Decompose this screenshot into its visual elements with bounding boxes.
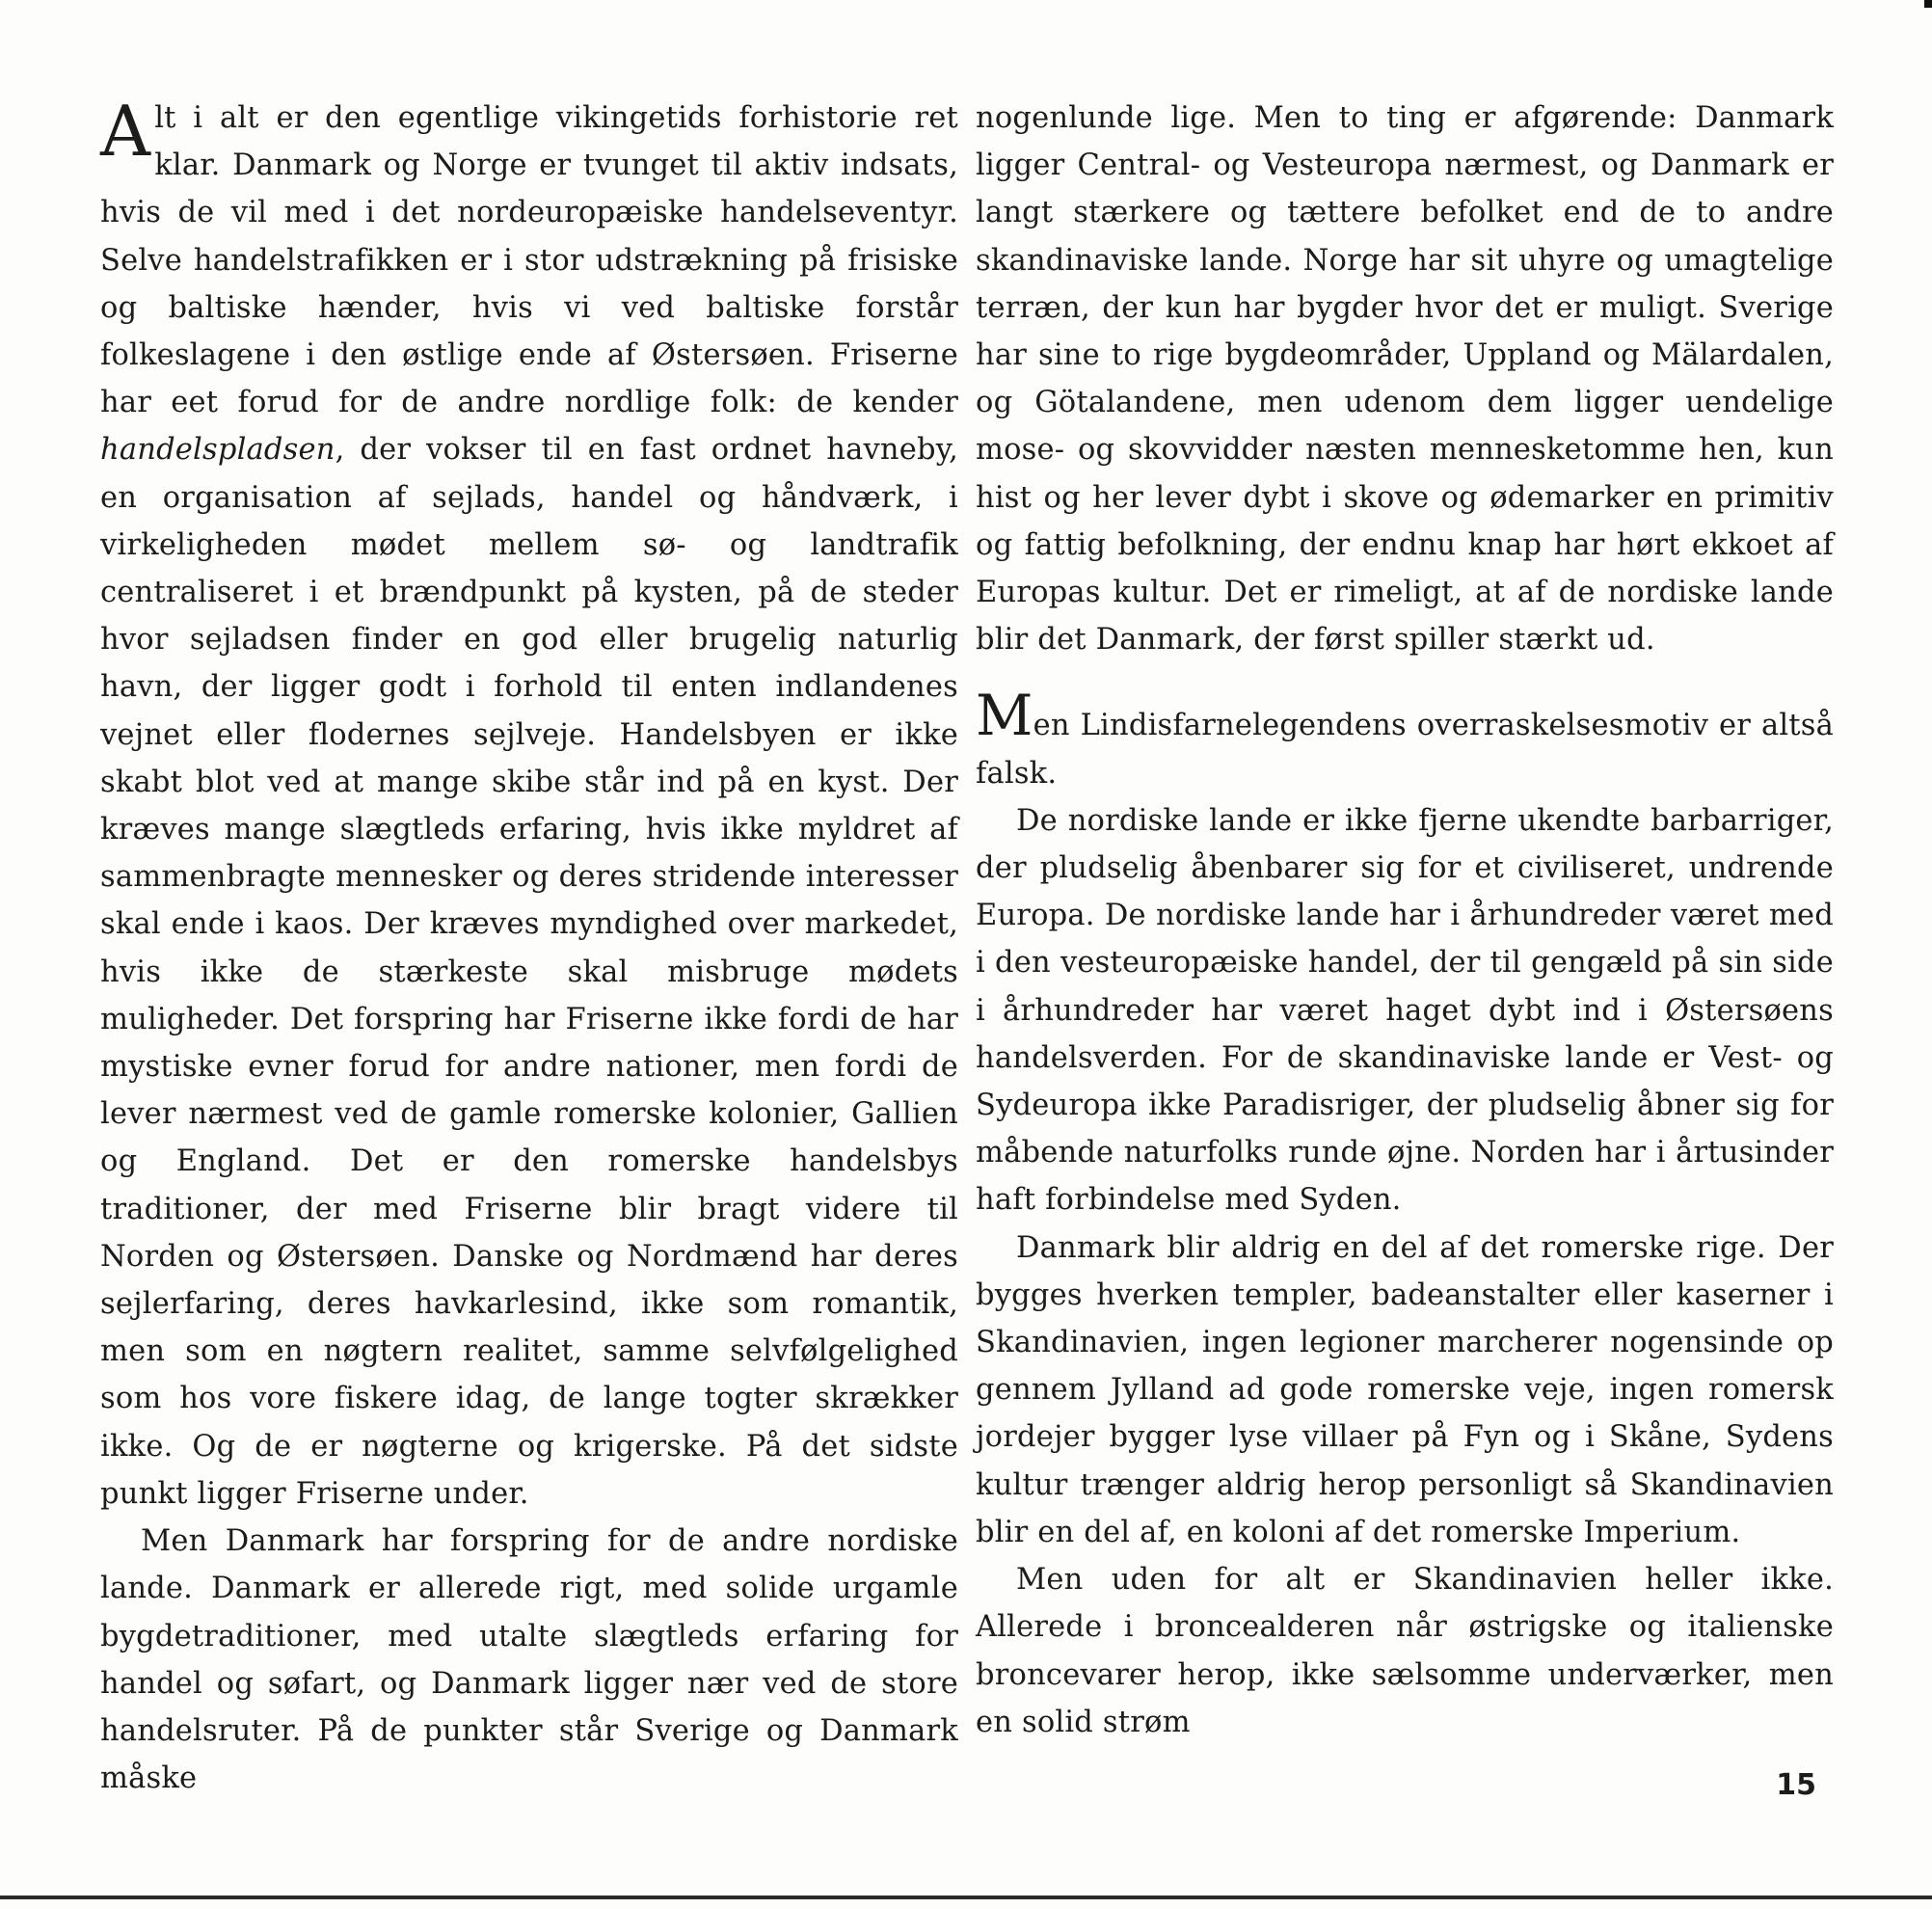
paragraph-right-2 bbox=[976, 683, 1834, 796]
paragraph-left-1 bbox=[100, 91, 958, 1518]
paragraph-right-1: nogenlunde lige. Men to ting er afgørende: Danmark ligger Central- og Vesteuropa nærmest, og Danmark er langt stærkere og tættere befolket end de to andre skandinaviske lande. Norge har sit uhyre og umagtelige terræn, der kun har bygder hvor det er muligt. Sverige har sine to rige bygdeområder, Uppland og Mälardalen, og Götalandene, men udenom dem ligger uendelige mose- og skovvidder næsten mennesketomme hen, kun hist og her lever dybt i skove og ødemarker en primitiv og fattig befolkning, der endnu knap har hørt ekkoet af Europas kultur. Det er rimeligt, at af de nordiske lande blir det Danmark, der først spiller stærkt ud. bbox=[976, 101, 1834, 658]
paragraph-left-1-text-a: lt i alt er den egentlige vikingetids forhistorie ret klar. Danmark og Norge er tvunget til aktiv indsats, hvis de vil med i det nordeuropæiske handelseventyr. Selve handelstrafikken er i stor udstrækning på frisiske og baltiske hænder, hvis vi ved baltiske forstår folkeslagene i den østlige ende af Østersøen. Friserne har eet forud for de andre nordlige folk: de kender bbox=[100, 101, 958, 420]
dropcap-a: A bbox=[100, 91, 151, 172]
paragraph-right-5: Men uden for alt er Skandinavien heller ikke. Allerede i broncealderen når østrigske og italienske broncevarer herop, ikke sælsomme underværker, men en solid strøm bbox=[976, 1563, 1834, 1739]
paragraph-left-2: Men Danmark har forspring for de andre nordiske lande. Danmark er allerede rigt, med solide urgamle bygdetraditioner, med utalte slægtleds erfaring for handel og søfart, og Danmark ligger nær ved de store handelsruter. På de punkter står Sverige og Danmark måske bbox=[100, 1524, 958, 1796]
paragraph-right-4: Danmark blir aldrig en del af det romerske rige. Der bygges hverken templer, badeanstalter eller kaserner i Skandinavien, ingen legioner marcherer nogensinde op gennem Jylland ad gode romerske veje, ingen romersk jordejer bygger lyse villaer på Fyn og i Skåne, Sydens kultur trænger aldrig herop personligt så Skandinavien blir en del af, en koloni af det romerske Imperium. bbox=[976, 1230, 1834, 1549]
paragraph-right-2-text: en Lindisfarnelegendens overraskelsesmotiv er altså falsk. bbox=[976, 709, 1834, 791]
dropcap-m: M bbox=[976, 683, 1033, 749]
bottom-edge-rule bbox=[0, 1896, 1932, 1899]
italic-term-handelspladsen: handelspladsen bbox=[100, 433, 335, 468]
right-text-column bbox=[976, 94, 1834, 1746]
page-number: 15 bbox=[1776, 1768, 1816, 1802]
scan-corner-mark bbox=[1924, 0, 1932, 8]
paragraph-right-3: De nordiske lande er ikke fjerne ukendte barbarriger, der pludselig åbenbarer sig for et civiliseret, undrende Europa. De nordiske lande har i århundreder været med i den vesteuropæiske handel, der til gengæld på sin side i århundreder har været haget dybt ind i Østersøens handelsverden. For de skandinaviske lande er Vest- og Sydeuropa ikke Paradisriger, der pludselig åbner sig for måbende naturfolks runde øjne. Norden har i årtusinder haft forbindelse med Syden. bbox=[976, 803, 1834, 1218]
paragraph-left-1-text-b: , der vokser til en fast ordnet havneby, en organisation af sejlads, handel og håndværk, i virkeligheden mødet mellem sø- og landtrafik centraliseret i et brændpunkt på kysten, på de steder hvor sejladsen finder en god eller brugelig naturlig havn, der ligger godt i forhold til enten indlandenes vejnet eller flodernes sejlveje. Handelsbyen er ikke skabt blot ved at mange skibe står ind på en kyst. Der kræves mange slægtleds erfaring, hvis ikke myldret af sammenbragte mennesker og deres stridende interesser skal ende i kaos. Der kræves myndighed over markedet, hvis ikke de stærkeste skal misbruge mødets muligheder. Det forspring har Friserne ikke fordi de har mystiske evner forud for andre nationer, men fordi de lever nærmest ved de gamle romerske kolonier, Gallien og England. Det er den romerske handelsbys traditioner, der med Friserne blir bragt videre til Norden og Østersøen. Danske og Nordmænd har deres sejlerfaring, deres havkarlesind, ikke som romantik, men som en nøgtern realitet, samme selvfølgelighed som hos vore fiskere idag, de lange togter skrækker ikke. Og de er nøgterne og krigerske. På det sidste punkt ligger Friserne under. bbox=[100, 433, 958, 1511]
left-text-column bbox=[100, 91, 958, 1802]
